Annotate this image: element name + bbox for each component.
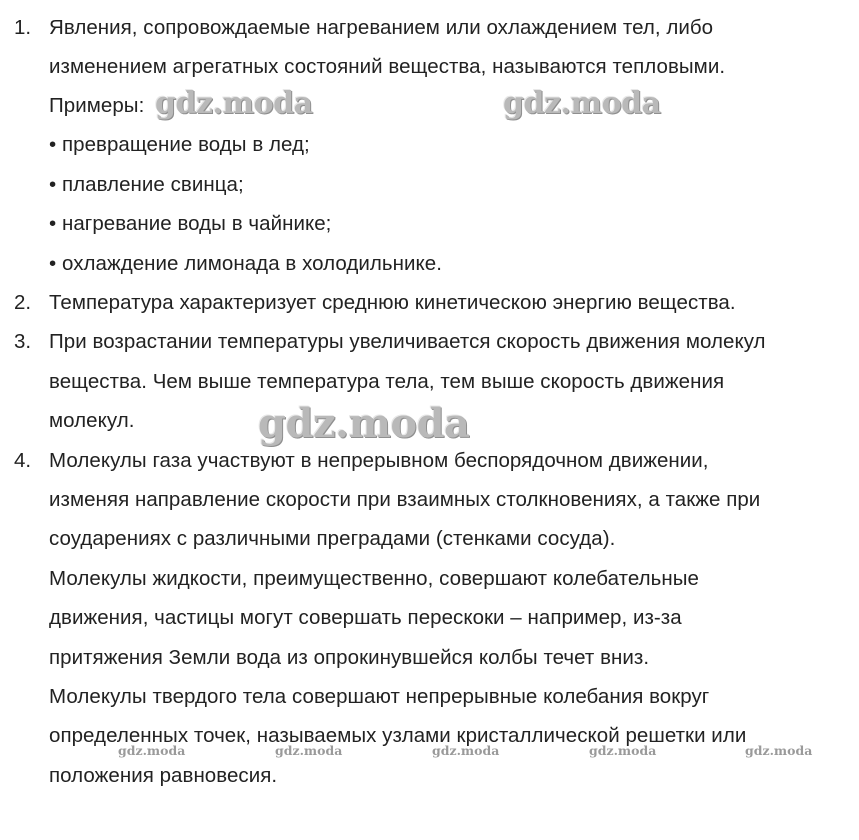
- watermark: gdz.moda: [503, 86, 661, 121]
- item-3-line-2: вещества. Чем выше температура тела, тем выше скорость движения: [49, 370, 725, 393]
- item-number-2: 2.: [14, 291, 32, 314]
- example-bullet-4: • охлаждение лимонада в холодильнике.: [49, 252, 442, 275]
- watermark: gdz.moda: [275, 743, 343, 758]
- item-4-line-3: соударениях с различными преградами (стенками сосуда).: [49, 527, 616, 550]
- item-4-line-4: Молекулы жидкости, преимущественно, совершают колебательные: [49, 567, 699, 590]
- item-number-4: 4.: [14, 449, 32, 472]
- item-4-line-1: Молекулы газа участвуют в непрерывном беспорядочном движении,: [49, 449, 709, 472]
- item-4-line-8: определенных точек, называемых узлами кристаллической решетки или: [49, 724, 747, 747]
- item-number-3: 3.: [14, 330, 32, 353]
- watermark: gdz.moda: [155, 86, 313, 121]
- item-1-line-1: Явления, сопровождаемые нагреванием или охлаждением тел, либо: [49, 16, 714, 39]
- watermark: gdz.moda: [745, 743, 813, 758]
- item-4-line-2: изменяя направление скорости при взаимных столкновениях, а также при: [49, 488, 761, 511]
- item-2-line-1: Температура характеризует среднюю кинетическою энергию вещества.: [49, 291, 736, 314]
- item-3-line-3: молекул.: [49, 409, 135, 432]
- watermark: gdz.moda: [432, 743, 500, 758]
- example-bullet-3: • нагревание воды в чайнике;: [49, 212, 332, 235]
- item-number-1: 1.: [14, 16, 32, 39]
- item-1-line-2: изменением агрегатных состояний вещества, называются тепловыми.: [49, 55, 726, 78]
- watermark: gdz.moda: [118, 743, 186, 758]
- item-4-line-6: притяжения Земли вода из опрокинувшейся колбы течет вниз.: [49, 646, 650, 669]
- example-bullet-2: • плавление свинца;: [49, 173, 244, 196]
- item-4-line-7: Молекулы твердого тела совершают непрерывные колебания вокруг: [49, 685, 710, 708]
- item-4-line-9: положения равновесия.: [49, 764, 278, 787]
- examples-label: Примеры:: [49, 94, 145, 117]
- watermark: gdz.moda: [589, 743, 657, 758]
- item-3-line-1: При возрастании температуры увеличивается скорость движения молекул: [49, 330, 766, 353]
- watermark: gdz.moda: [258, 400, 470, 447]
- item-4-line-5: движения, частицы могут совершать перескоки – например, из-за: [49, 606, 682, 629]
- example-bullet-1: • превращение воды в лед;: [49, 133, 310, 156]
